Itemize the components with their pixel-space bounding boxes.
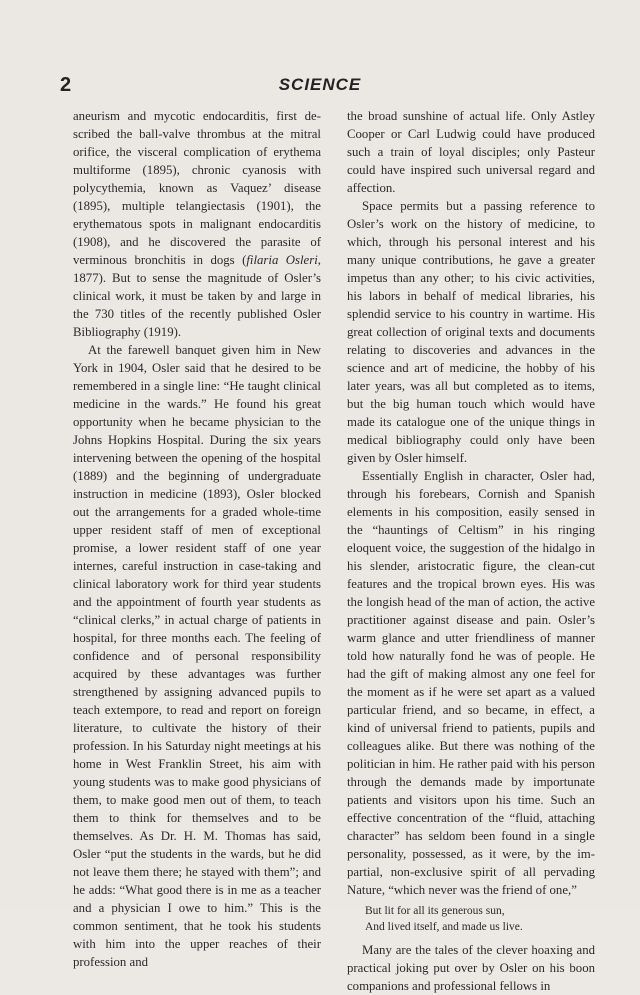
paragraph [73, 107, 321, 341]
paragraph: Essentially English in character, Osler had, through his forebears, Cornish and Spanish elements in his composition, easily sensed in the “hauntings of Celtism” in his ringing eloquent voice, the suggestion of the hidalgo in his slender, aristocratic figure, the clean-cut features and the tropical brown eyes. His was the longish head of the man of action, the active practitioner against disease and pain. Osler’s warm glance and utter friendliness of manner told how naturally fond he was of people. He had the gift of making almost any one feel for the moment as if he were set apart as a valued particular friend, and so became, in effect, a kind of universal friend to patients, pupils and colleagues alike. But there was nothing of the politician in him. He rather paid with his person through the demands made by importunate patients and visitors upon his time. Such an effective concentration of the “fluid, attaching character” has seldom been found in a single personality, possessed, as it were, by the impartial, non-exclusive spirit of all pervading Nature, “which never was the friend of one,” [347, 469, 595, 897]
paragraph-text: , 1877). But to sense the magnitude of Osler’s clinical work, it must be taken by and large in the 730 titles of the recently published Osler Bibliography (1919). [73, 253, 321, 339]
paragraph: At the farewell banquet given him in New York in 1904, Osler said that he desired to be remembered in a single line: “He taught clinical medicine in the wards.” He found his great opportunity when he became physician to the Johns Hopkins Hospital. During the six years intervening between the opening of the hospital (1889) and the beginning of undergraduate instruction in medicine (1893), Osler blocked out the arrangements for a graded whole-time upper resident staff of men of exceptional promise, a lower resident staff of one year internes, careful instruction in case-taking and clinical laboratory work for third year students and the appointment of fourth year students as “clinical clerks,” in actual charge of patients in hospital, for three months each. The feeling of confidence and of personal responsibility acquired by these advantages was further strengthened by assigning advanced pupils to teach extempore, to read and report on foreign literature, to cultivate the history of their profession. In his Saturday night meetings at his home in West Franklin Street, his aim with young students was to make good physicians of them, to make good men out of them, to teach them to think for themselves and to be themselves. As Dr. H. M. Thomas has said, Osler “put the students in the wards, but he did not leave them there; he stayed with them”; and he adds: “What good there is in me as a teacher and a physician I owe to him.” This is the common sentiment, that he took his students with him into the upper reaches of their profession and [73, 343, 321, 969]
journal-title: SCIENCE [278, 75, 362, 94]
paragraph-text: aneurism and mycotic endocarditis, first described the ball-valve thrombus at the mitral orifice, the visceral complication of erythema multiforme (1895), chronic cyanosis with polycythemia, known as Vaquez’ disease (1895), multiple telangiectasis (1901), the erythematous spots in malignant endocarditis (1908), and he discovered the parasite of verminous bronchitis in dogs ( [73, 109, 321, 267]
page-number: 2 [60, 74, 72, 96]
poem-line: But lit for all its generous sun, [365, 905, 505, 917]
page-header [60, 73, 580, 97]
left-column [73, 107, 321, 971]
italic-text: filaria Osleri [246, 253, 318, 267]
right-column [347, 107, 595, 995]
paragraph: Space permits but a passing reference to Osler’s work on the history of medicine, to which, through his personal interest and his many unique contributions, he gave a greater impetus than any other; to his civic activities, his labors in behalf of medical libraries, his splendid service to his country in wartime. His great collection of original texts and documents relating to discoveries and advances in the science and art of medicine, the hobby of his later years, was all but completed as to items, but the big human touch which would have made its catalogue one of the unique things in medical bibliography could only have been given by Osler himself. [347, 199, 595, 465]
paragraph: the broad sunshine of actual life. Only Astley Cooper or Carl Ludwig could have produced such a train of loyal disciples; only Pasteur could have inspired such universal regard and affection. [347, 109, 595, 195]
poem-line: And lived itself, and made us live. [365, 921, 523, 933]
paragraph: Many are the tales of the clever hoaxing and practical joking put over by Osler on his boon companions and professional fellows in [347, 943, 595, 993]
